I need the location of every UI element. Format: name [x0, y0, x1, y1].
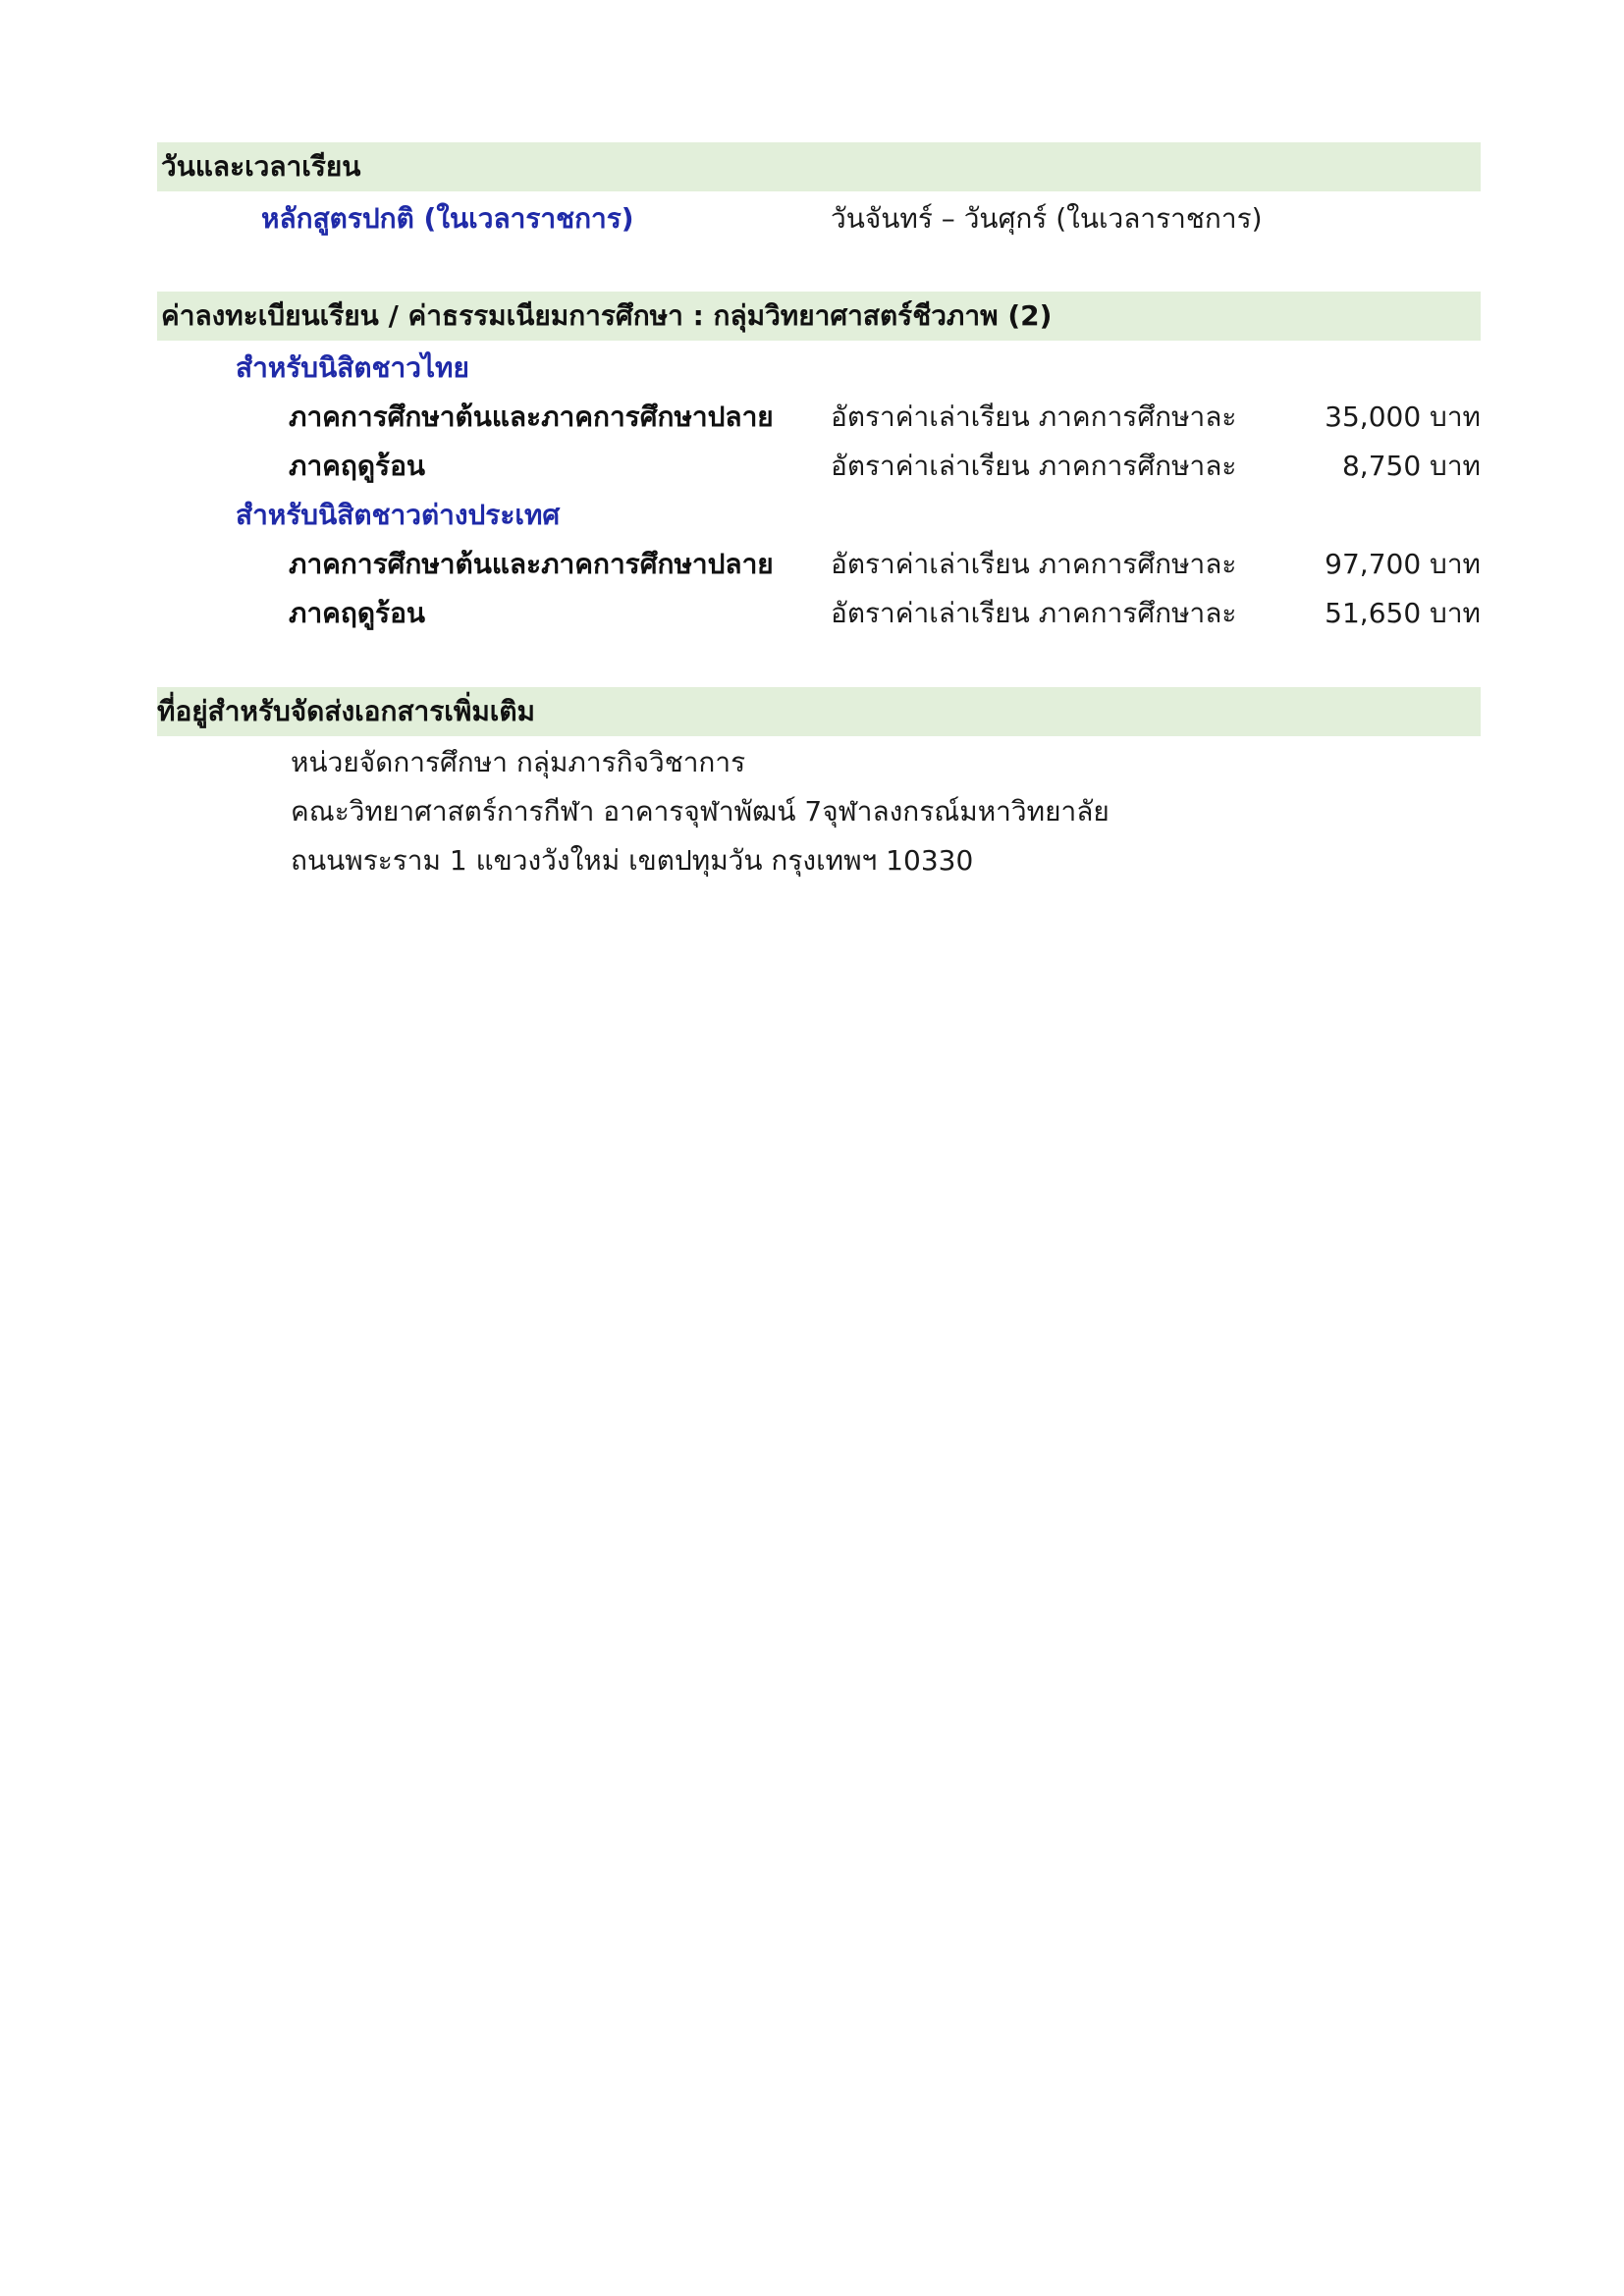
schedule-heading: วันและเวลาเรียน — [161, 150, 361, 183]
thai-regular-amount: 35,000 บาท — [1325, 400, 1481, 433]
thai-students-label: สำหรับนิสิตชาวไทย — [236, 351, 469, 384]
fees-heading: ค่าลงทะเบียนเรียน / ค่าธรรมเนียมการศึกษา : กลุ่มวิทยาศาสตร์ชีวภาพ (2) — [161, 299, 1053, 332]
thai-regular-desc: อัตราค่าเล่าเรียน ภาคการศึกษาละ — [831, 400, 1237, 433]
foreign-regular-term: ภาคการศึกษาต้นและภาคการศึกษาปลาย — [289, 548, 774, 580]
thai-summer-amount: 8,750 บาท — [1341, 450, 1481, 482]
program-value: วันจันทร์ – วันศุกร์ (ในเวลาราชการ) — [831, 202, 1263, 235]
thai-summer-desc: อัตราค่าเล่าเรียน ภาคการศึกษาละ — [831, 450, 1237, 482]
thai-summer-term: ภาคฤดูร้อน — [289, 450, 426, 482]
foreign-regular-desc: อัตราค่าเล่าเรียน ภาคการศึกษาละ — [831, 548, 1237, 580]
program-label: หลักสูตรปกติ (ในเวลาราชการ) — [261, 202, 634, 235]
foreign-summer-amount: 51,650 บาท — [1325, 597, 1481, 629]
address-heading: ที่อยู่สำหรับจัดส่งเอกสารเพิ่มเติม — [157, 695, 535, 727]
foreign-summer-desc: อัตราค่าเล่าเรียน ภาคการศึกษาละ — [831, 597, 1237, 629]
address-line-2: คณะวิทยาศาสตร์การกีฬา อาคารจุฬาพัฒน์ 7จุฬาลงกรณ์มหาวิทยาลัย — [291, 795, 1110, 828]
address-line-3: ถนนพระราม 1 แขวงวังใหม่ เขตปทุมวัน กรุงเทพฯ 10330 — [291, 844, 974, 877]
thai-regular-term: ภาคการศึกษาต้นและภาคการศึกษาปลาย — [289, 400, 774, 433]
foreign-students-label: สำหรับนิสิตชาวต่างประเทศ — [236, 499, 561, 531]
address-line-1: หน่วยจัดการศึกษา กลุ่มภารกิจวิชาการ — [291, 746, 746, 778]
foreign-summer-term: ภาคฤดูร้อน — [289, 597, 426, 629]
foreign-regular-amount: 97,700 บาท — [1325, 548, 1481, 580]
